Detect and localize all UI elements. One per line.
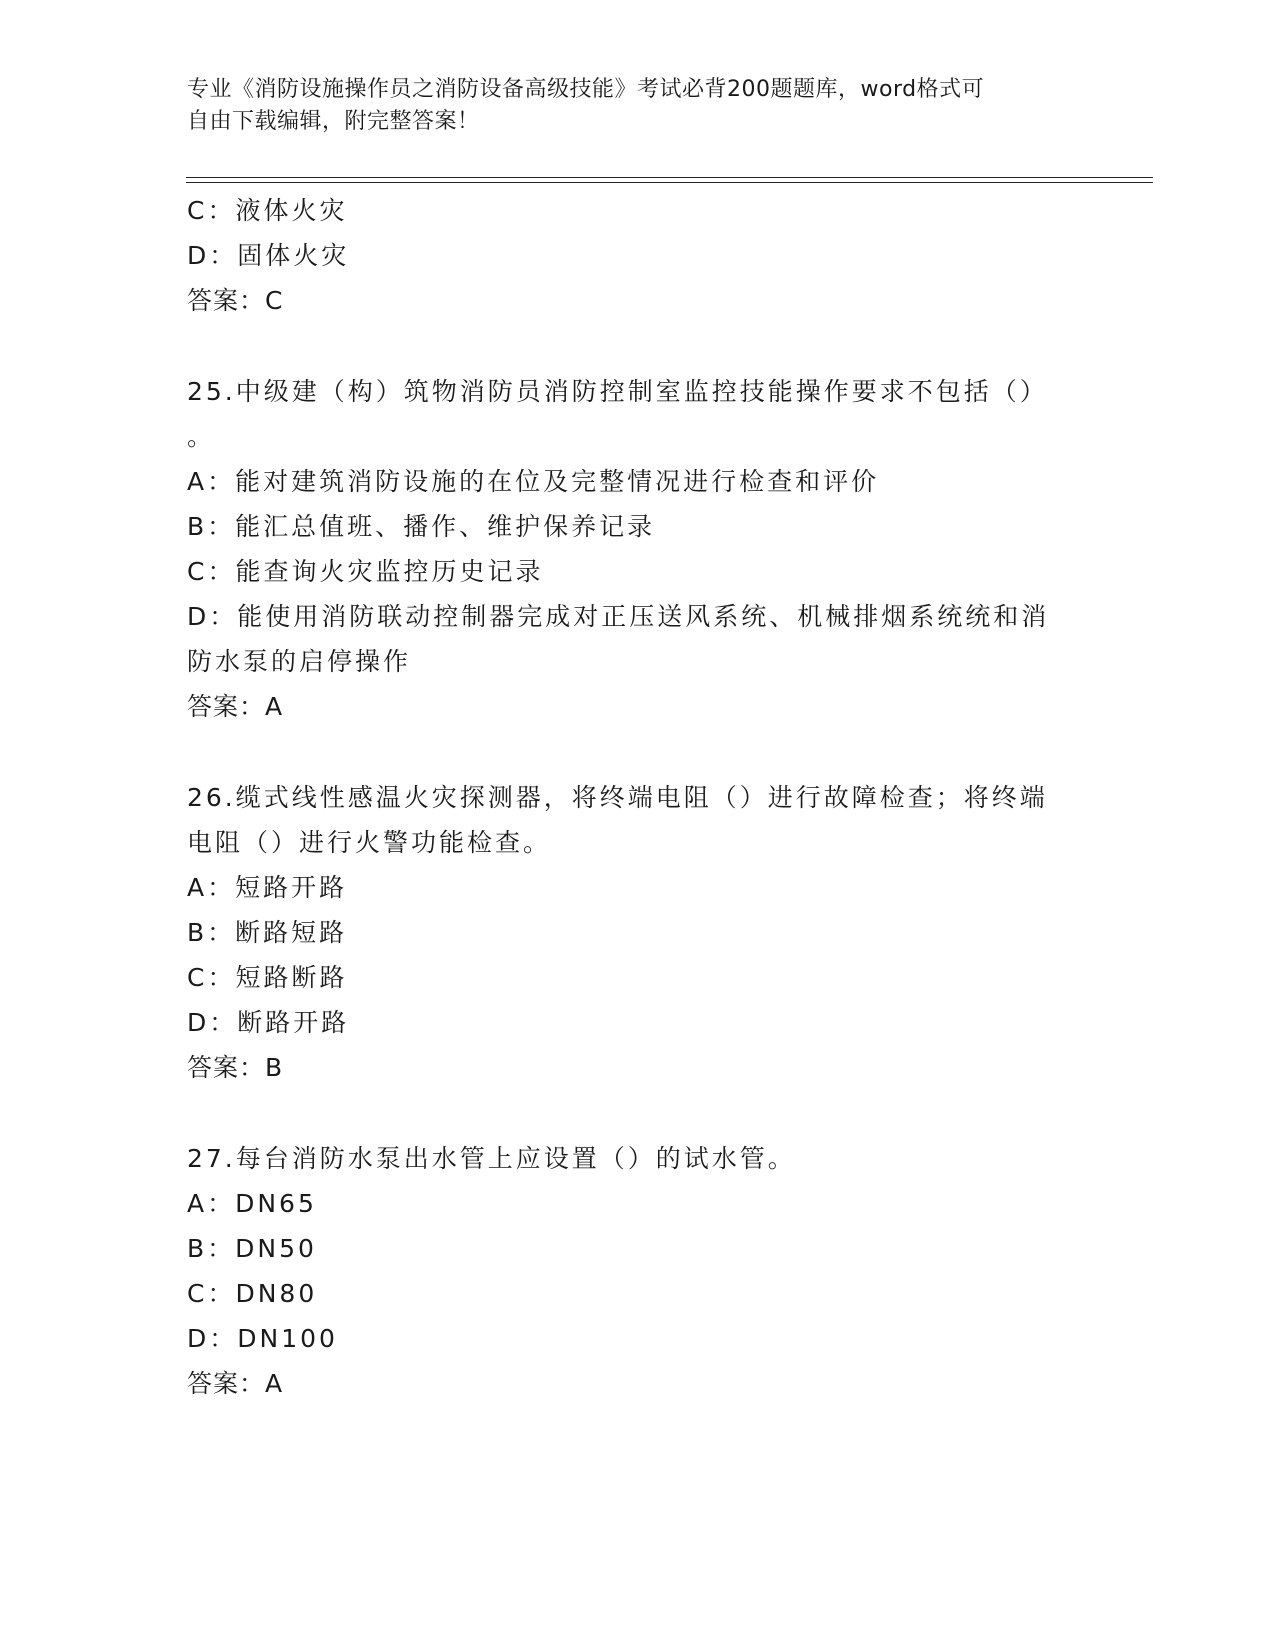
question-26 <box>187 775 1087 1090</box>
option-d: D：固体火灾 <box>187 241 350 270</box>
option-c: C：液体火灾 <box>187 196 348 225</box>
option-d: D：能使用消防联动控制器完成对正压送风系统、机械排烟系统统和消 <box>187 602 1050 631</box>
answer: 答案：A <box>187 692 284 721</box>
option-b: B：断路短路 <box>187 918 348 947</box>
header-rule-top <box>186 177 1153 178</box>
option-b: B：DN50 <box>187 1234 317 1263</box>
question-24-tail <box>187 188 1087 323</box>
header-rule-bottom <box>186 182 1153 183</box>
question-25 <box>187 369 1087 729</box>
option-a: A：DN65 <box>187 1189 317 1218</box>
option-d-cont: 防水泵的启停操作 <box>187 647 412 676</box>
document-header: 专业《消防设施操作员之消防设备高级技能》考试必背200题题库，word格式可 自由下载编辑，附完整答案！ <box>187 77 985 134</box>
question-text: 26.缆式线性感温火灾探测器，将终端电阻（）进行故障检查；将终端 <box>187 783 1048 812</box>
option-c: C：短路断路 <box>187 963 348 992</box>
question-text: 25.中级建（构）筑物消防员消防控制室监控技能操作要求不包括（） <box>187 377 1048 406</box>
option-a: A：短路开路 <box>187 873 348 902</box>
answer: 答案：B <box>187 1053 284 1082</box>
option-d: D：DN100 <box>187 1324 338 1353</box>
question-text: 27.每台消防水泵出水管上应设置（）的试水管。 <box>187 1144 796 1173</box>
option-d: D：断路开路 <box>187 1008 350 1037</box>
answer: 答案：A <box>187 1369 284 1398</box>
question-text-cont: 电阻（）进行火警功能检查。 <box>187 828 552 857</box>
document-body <box>187 188 1087 1452</box>
option-b: B：能汇总值班、播作、维护保养记录 <box>187 512 656 541</box>
question-27 <box>187 1136 1087 1406</box>
option-c: C：能查询火灾监控历史记录 <box>187 557 544 586</box>
option-c: C：DN80 <box>187 1279 318 1308</box>
answer: 答案：C <box>187 286 284 315</box>
option-a: A：能对建筑消防设施的在位及完整情况进行检查和评价 <box>187 467 880 496</box>
question-text-cont: 。 <box>187 422 216 451</box>
